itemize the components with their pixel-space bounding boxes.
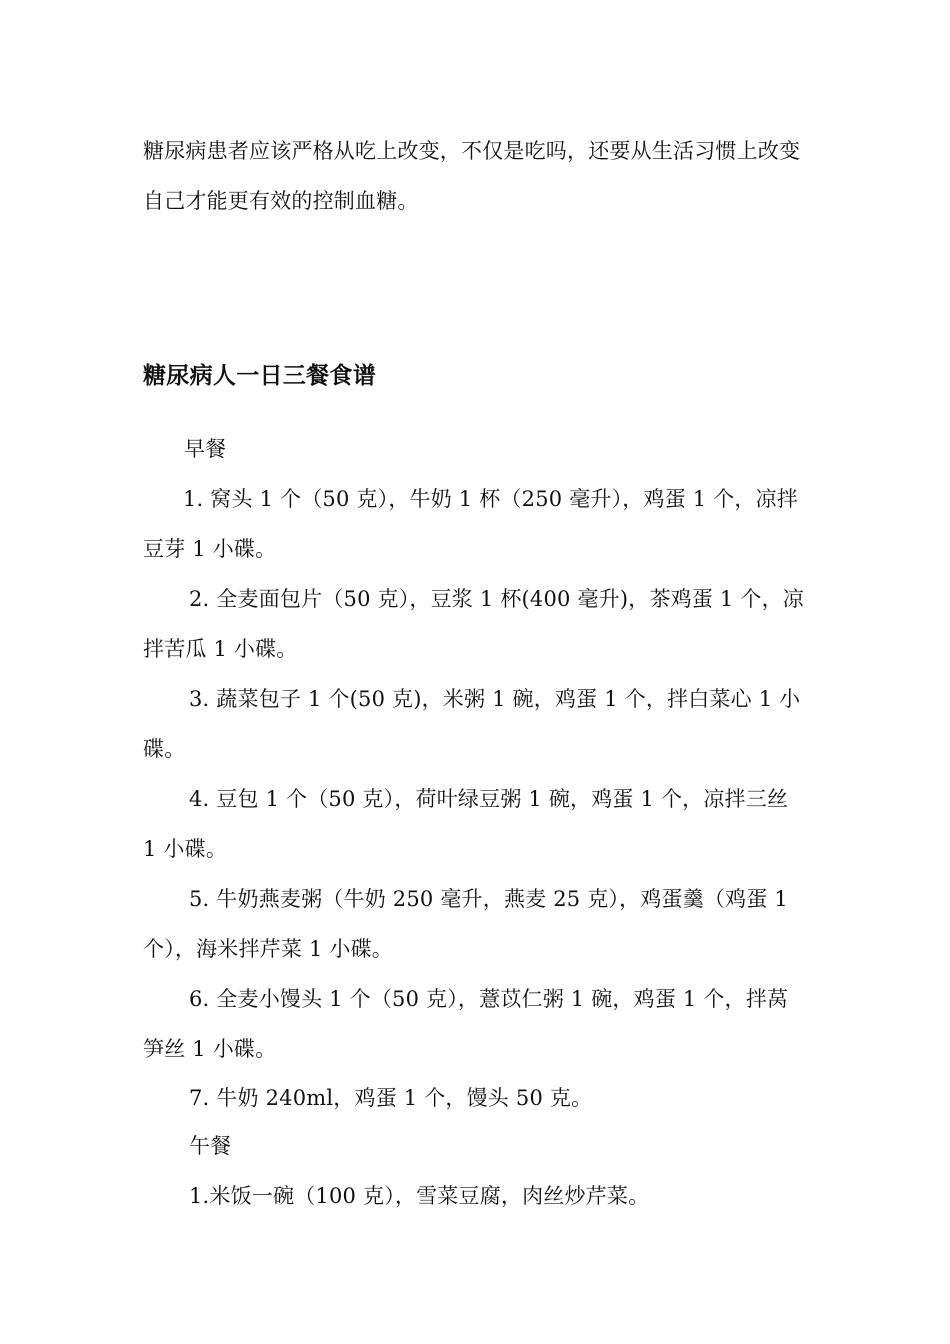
breakfast-item: 2. 全麦面包片（50 克），豆浆 1 杯(400 毫升)，茶鸡蛋 1 个，凉拌苦瓜 1 小碟。 (143, 587, 804, 661)
breakfast-item: 6. 全麦小馒头 1 个（50 克），薏苡仁粥 1 碗，鸡蛋 1 个，拌莴笋丝 1 小碟。 (143, 987, 789, 1061)
breakfast-heading: 早餐 (184, 437, 226, 461)
recipe-title: 糖尿病人一日三餐食谱 (143, 363, 376, 389)
intro-paragraph: 糖尿病患者应该严格从吃上改变，不仅是吃吗，还要从生活习惯上改变自己才能更有效的控制血糖。 (143, 139, 801, 213)
breakfast-item: 5. 牛奶燕麦粥（牛奶 250 毫升，燕麦 25 克），鸡蛋羹（鸡蛋 1 个），海米拌芹菜 1 小碟。 (143, 887, 788, 961)
breakfast-item: 1. 窝头 1 个（50 克），牛奶 1 杯（250 毫升），鸡蛋 1 个，凉拌豆芽 1 小碟。 (143, 487, 798, 561)
lunch-item: 1.米饭一碗（100 克），雪菜豆腐，肉丝炒芹菜。 (189, 1184, 650, 1208)
breakfast-item: 4. 豆包 1 个（50 克），荷叶绿豆粥 1 碗，鸡蛋 1 个，凉拌三丝 1 小碟。 (143, 787, 789, 861)
lunch-heading: 午餐 (189, 1134, 231, 1158)
breakfast-item: 7. 牛奶 240ml，鸡蛋 1 个，馒头 50 克。 (189, 1086, 593, 1110)
breakfast-item: 3. 蔬菜包子 1 个(50 克)，米粥 1 碗，鸡蛋 1 个，拌白菜心 1 小碟。 (143, 687, 801, 761)
